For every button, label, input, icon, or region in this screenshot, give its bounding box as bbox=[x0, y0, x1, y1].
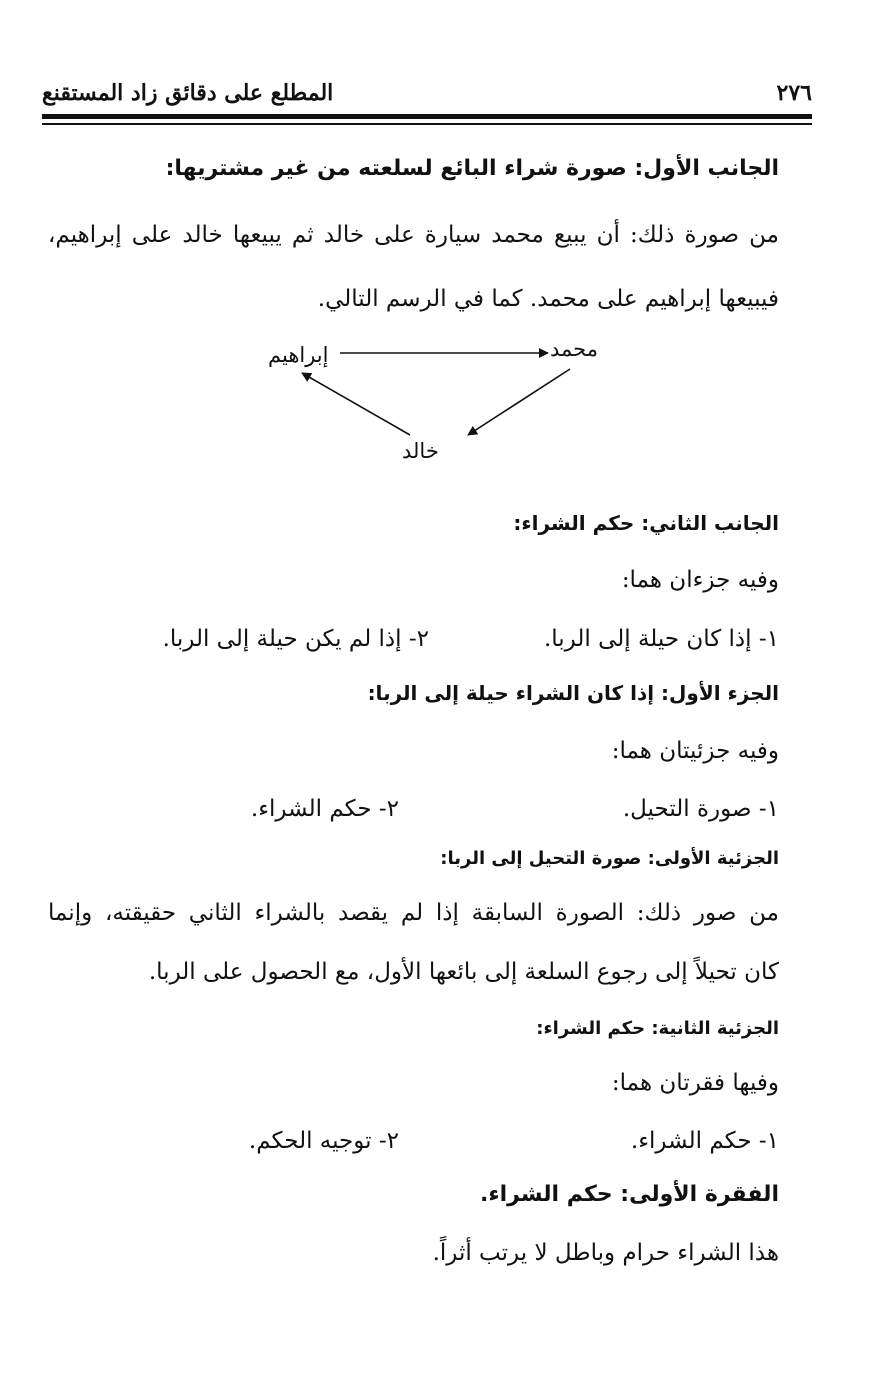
book-title: المطلع على دقائق زاد المستقنع bbox=[42, 80, 334, 106]
arrow-muhammad-khalid bbox=[468, 369, 570, 435]
para1-heading: الفقرة الأولى: حكم الشراء. bbox=[480, 1182, 779, 1207]
running-header bbox=[42, 74, 812, 114]
section1-paragraph-line2: فيبيعها إبراهيم على محمد. كما في الرسم التالي. bbox=[317, 286, 779, 312]
part1-item2: ٢- حكم الشراء. bbox=[250, 796, 399, 822]
section2-item2: ٢- إذا لم يكن حيلة إلى الربا. bbox=[162, 626, 429, 652]
part1-item1: ١- صورة التحيل. bbox=[622, 796, 779, 822]
section1-heading: الجانب الأول: صورة شراء البائع لسلعته من غير مشتريها: bbox=[165, 156, 779, 181]
sub2-item1: ١- حكم الشراء. bbox=[630, 1128, 779, 1154]
section2-heading: الجانب الثاني: حكم الشراء: bbox=[513, 511, 779, 535]
sub1-line1: من صور ذلك: الصورة السابقة إذا لم يقصد بالشراء الثاني حقيقته، وإنما bbox=[48, 900, 779, 926]
part1-intro: وفيه جزئيتان هما: bbox=[611, 738, 779, 764]
part1-heading: الجزء الأول: إذا كان الشراء حيلة إلى الربا: bbox=[367, 681, 779, 705]
sale-cycle-diagram bbox=[262, 335, 622, 475]
sub2-heading: الجزئية الثانية: حكم الشراء: bbox=[536, 1018, 779, 1039]
section2-intro: وفيه جزءان هما: bbox=[621, 567, 779, 593]
sub1-line2: كان تحيلاً إلى رجوع السلعة إلى بائعها الأول، مع الحصول على الربا. bbox=[148, 959, 779, 985]
header-rule-thin bbox=[42, 123, 812, 125]
para1-text: هذا الشراء حرام وباطل لا يرتب أثراً. bbox=[432, 1240, 779, 1266]
node-khalid: خالد bbox=[402, 439, 439, 463]
section1-paragraph-line1: من صورة ذلك: أن يبيع محمد سيارة على خالد ثم يبيعها خالد على إبراهيم، bbox=[48, 222, 779, 248]
node-muhammad: محمد bbox=[550, 337, 598, 361]
page-number: ٢٧٦ bbox=[776, 80, 812, 106]
sub2-item2: ٢- توجيه الحكم. bbox=[248, 1128, 399, 1154]
header-rule-thick bbox=[42, 114, 812, 119]
section2-item1: ١- إذا كان حيلة إلى الربا. bbox=[543, 626, 779, 652]
sub1-heading: الجزئية الأولى: صورة التحيل إلى الربا: bbox=[440, 848, 779, 869]
sub2-intro: وفيها فقرتان هما: bbox=[611, 1070, 779, 1096]
arrow-khalid-ibrahim bbox=[302, 373, 410, 435]
node-ibrahim: إبراهيم bbox=[268, 343, 329, 367]
